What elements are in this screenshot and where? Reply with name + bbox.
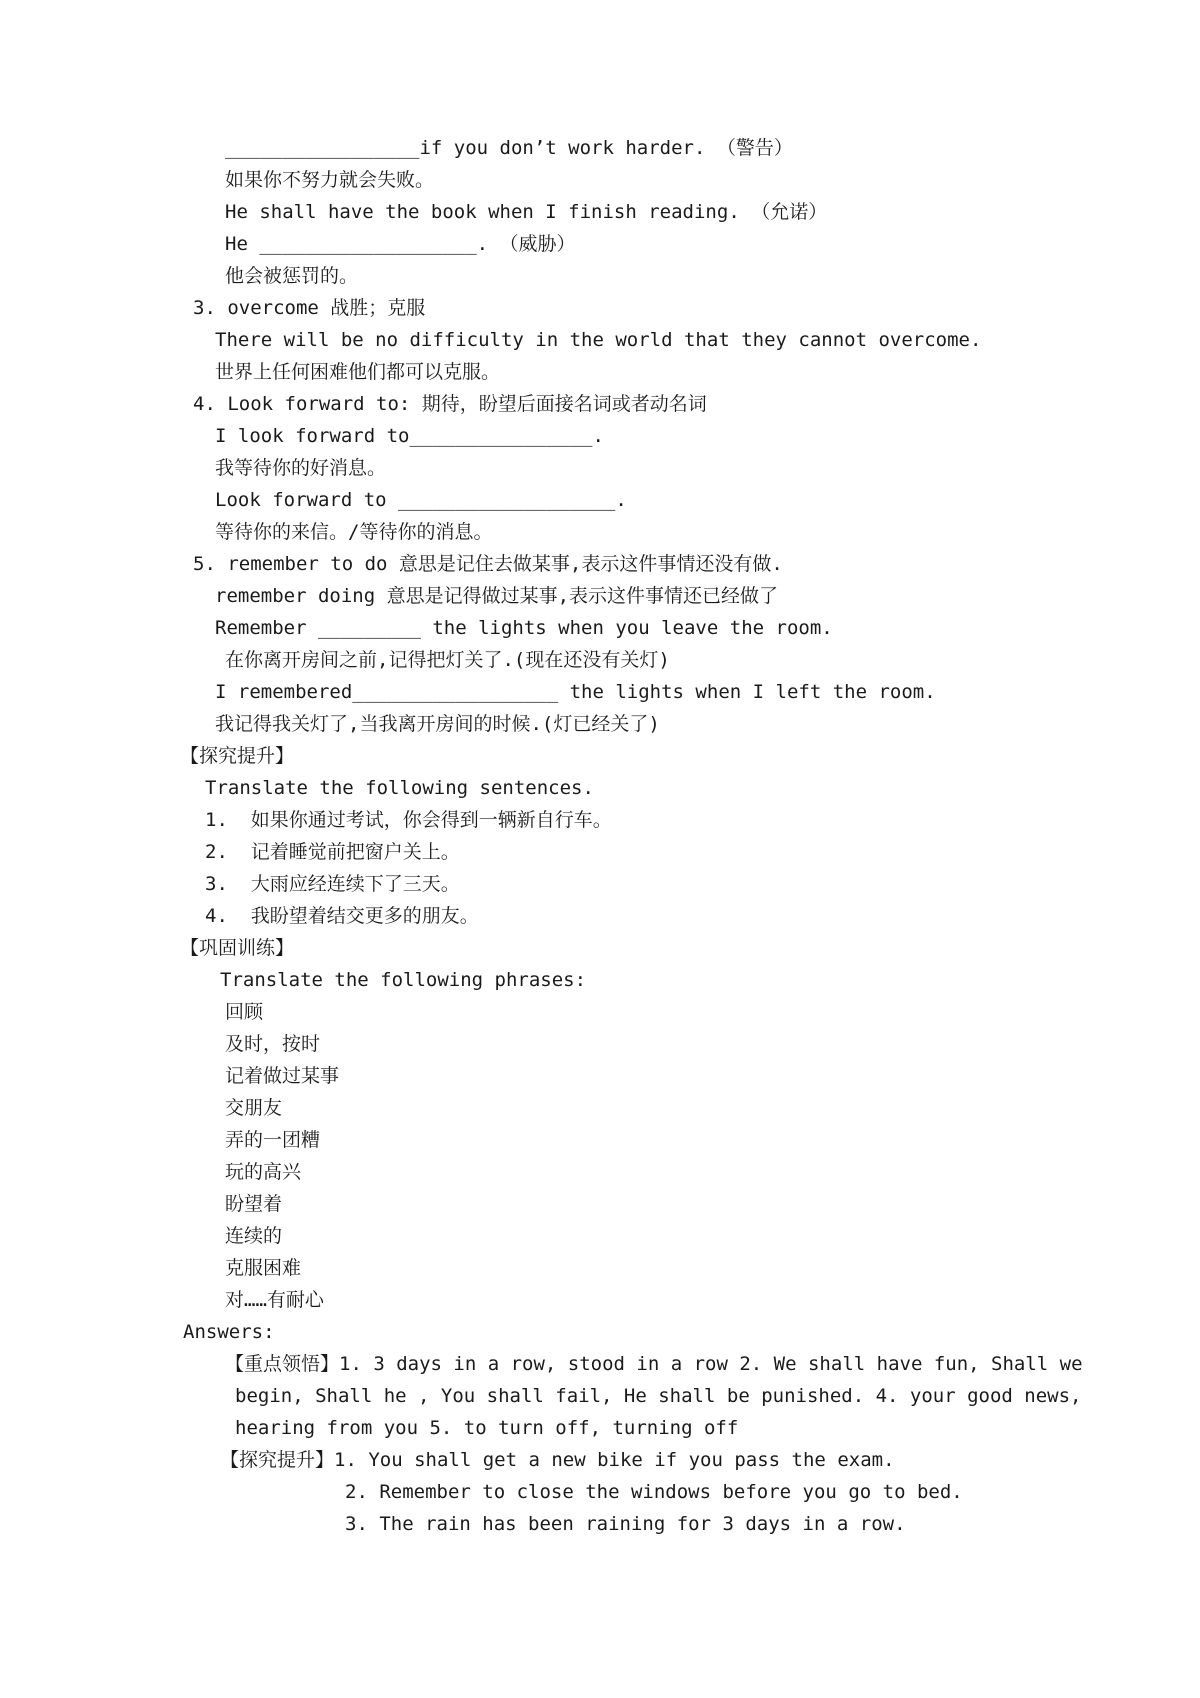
- text-line: 在你离开房间之前,记得把灯关了.(现在还没有关灯): [225, 649, 670, 671]
- text-line: He ___________________. （威胁）: [225, 233, 576, 255]
- text-line: 【重点领悟】1. 3 days in a row, stood in a row 2. We shall have fun, Shall we: [225, 1353, 1083, 1375]
- text-line: 3. overcome 战胜；克服: [193, 297, 426, 319]
- text-line: 2. Remember to close the windows before you go to bed.: [345, 1481, 963, 1503]
- text-line: 世界上任何困难他们都可以克服。: [215, 361, 501, 383]
- text-line: 4. Look forward to: 期待，盼望后面接名词或者动名词: [193, 393, 707, 415]
- text-line: hearing from you 5. to turn off, turning off: [235, 1417, 739, 1439]
- text-line: 及时，按时: [225, 1033, 321, 1055]
- text-line: Translate the following sentences.: [205, 777, 594, 799]
- text-line: 2. 记着睡觉前把窗户关上。: [205, 841, 460, 863]
- text-line: Remember _________ the lights when you leave the room.: [215, 617, 833, 639]
- text-line: 【探究提升】1. You shall get a new bike if you pass the exam.: [220, 1449, 895, 1471]
- text-line: 我等待你的好消息。: [215, 457, 387, 479]
- text-line: Look forward to ___________________.: [215, 489, 627, 511]
- text-line: 克服困难: [225, 1257, 302, 1279]
- text-line: _________________if you don’t work harder. （警告）: [225, 137, 793, 159]
- text-line: remember doing 意思是记得做过某事,表示这件事情还已经做了: [215, 585, 779, 607]
- text-line: 4. 我盼望着结交更多的朋友。: [205, 905, 479, 927]
- text-line: 他会被惩罚的。: [225, 265, 359, 287]
- text-line: 交朋友: [225, 1097, 283, 1119]
- text-line: 我记得我关灯了,当我离开房间的时候.(灯已经关了): [215, 713, 660, 735]
- text-line: 弄的一团糟: [225, 1129, 321, 1151]
- text-line: 对……有耐心: [225, 1289, 324, 1311]
- text-line: Translate the following phrases:: [220, 969, 587, 991]
- text-line: He shall have the book when I finish reading. （允诺）: [225, 201, 828, 223]
- text-line: 5. remember to do 意思是记住去做某事,表示这件事情还没有做.: [193, 553, 783, 575]
- text-line: 盼望着: [225, 1193, 283, 1215]
- text-line: 1. 如果你通过考试，你会得到一辆新自行车。: [205, 809, 612, 831]
- text-line: 等待你的来信。/等待你的消息。: [215, 521, 493, 543]
- text-line: 连续的: [225, 1225, 283, 1247]
- text-line: Answers:: [183, 1321, 275, 1343]
- text-line: I remembered__________________ the lights when I left the room.: [215, 681, 936, 703]
- text-line: 3. 大雨应经连续下了三天。: [205, 873, 460, 895]
- text-line: begin, Shall he , You shall fail, He shall be punished. 4. your good news,: [235, 1385, 1082, 1407]
- text-line: 【巩固训练】: [180, 937, 295, 959]
- text-line: 如果你不努力就会失败。: [225, 169, 435, 191]
- text-line: 玩的高兴: [225, 1161, 302, 1183]
- text-line: 3. The rain has been raining for 3 days in a row.: [345, 1513, 906, 1535]
- text-line: I look forward to________________.: [215, 425, 604, 447]
- text-line: 记着做过某事: [225, 1065, 340, 1087]
- text-line: There will be no difficulty in the world that they cannot overcome.: [215, 329, 982, 351]
- text-line: 回顾: [225, 1001, 264, 1023]
- text-line: 【探究提升】: [180, 745, 295, 767]
